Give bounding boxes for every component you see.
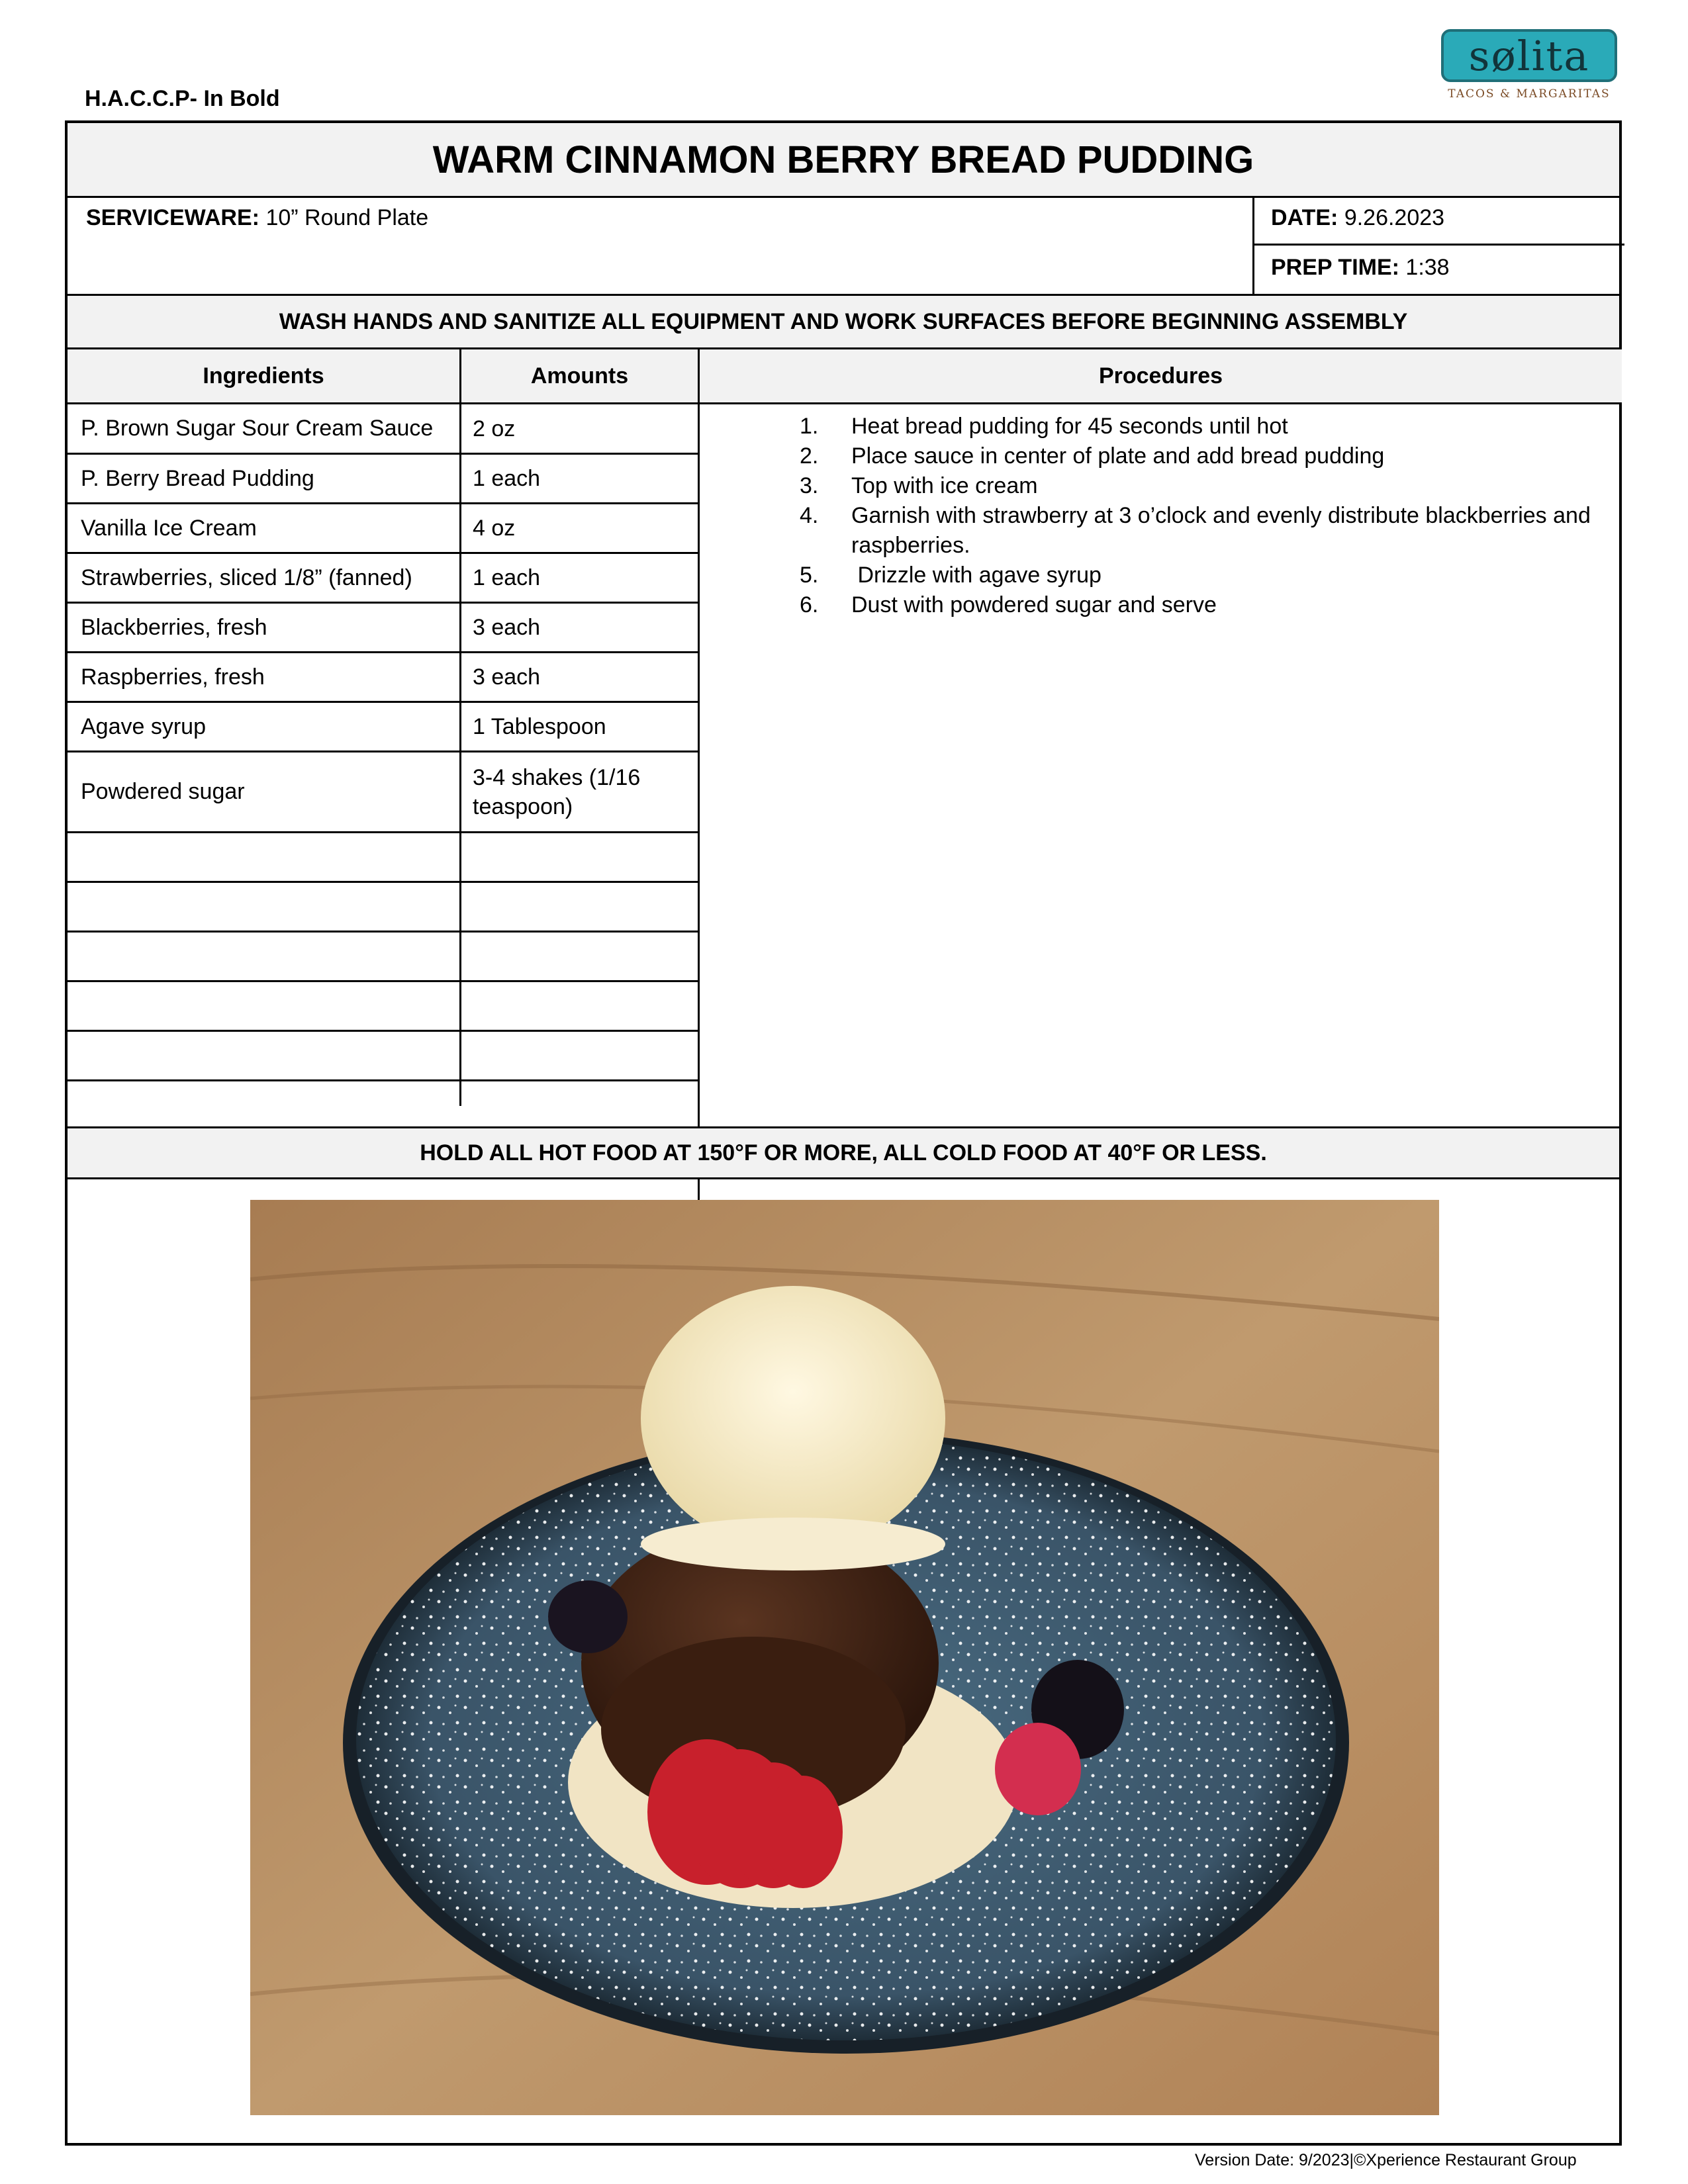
empty-row [68,883,698,933]
ingredient-amount: 1 each [473,565,541,590]
step-text: Top with ice cream [851,473,1038,498]
date-value: 9.26.2023 [1344,205,1445,230]
procedures-list [800,412,1607,620]
table-row [68,752,698,833]
table-row [68,653,698,703]
logo-tagline: TACOS & MARGARITAS [1448,87,1611,101]
step-number: 6. [800,592,819,617]
table-row [68,703,698,752]
empty-row [68,933,698,982]
step-text: Place sauce in center of plate and add bread pudding [851,443,1385,469]
ingredient-amount: 3 each [473,615,541,640]
prep-time [1271,255,1450,281]
ingredient-name: Agave syrup [81,713,206,739]
amounts-header: Amounts [461,349,698,402]
step-number: 2. [800,443,819,469]
step-text: Drizzle with agave syrup [851,563,1102,588]
table-row [68,554,698,604]
step-text: Heat bread pudding for 45 seconds until hot [851,414,1288,439]
prep-time-label: PREP TIME: [1271,255,1399,280]
procedure-step [800,412,1607,441]
wash-notice: WASH HANDS AND SANITIZE ALL EQUIPMENT AND WORK SURFACES BEFORE BEGINNING ASSEMBLY [68,296,1619,347]
empty-row [68,833,698,883]
table-row [68,504,698,554]
hold-notice: HOLD ALL HOT FOOD AT 150°F OR MORE, ALL COLD FOOD AT 40°F OR LESS. [68,1128,1619,1177]
dish-photo [250,1200,1439,2115]
step-text: Dust with powdered sugar and serve [851,592,1217,617]
ingredient-amount: 2 oz [473,416,516,441]
ingredient-name: Strawberries, sliced 1/8” (fanned) [81,565,412,590]
dessert-plate-illustration [250,1200,1439,2115]
ingredient-name: Blackberries, fresh [81,614,267,640]
ingredient-amount: 4 oz [473,516,516,541]
prep-time-value: 1:38 [1405,255,1450,280]
ingredient-name: Raspberries, fresh [81,664,265,690]
empty-row [68,1032,698,1081]
ingredient-amount: 1 each [473,466,541,491]
brand-logo [1436,29,1622,115]
serviceware [86,205,428,231]
date [1271,205,1444,231]
step-number: 4. [800,503,819,528]
procedure-step [800,590,1607,620]
procedure-step [800,471,1607,501]
recipe-card [65,120,1622,2146]
serviceware-value: 10” Round Plate [265,205,429,230]
table-row [68,604,698,653]
procedure-step [800,441,1607,471]
version-footer: Version Date: 9/2023|©Xperience Restaurant Group [1195,2151,1577,2169]
ingredient-amount: 3 each [473,664,541,690]
ingredients-header: Ingredients [68,349,459,402]
logo-wordmark: sølita [1441,29,1617,82]
date-label: DATE: [1271,205,1338,230]
ingredient-name: Powdered sugar [81,779,245,804]
ingredient-amount: 3-4 shakes (1/16 teaspoon) [473,764,641,819]
empty-row [68,982,698,1032]
serviceware-label: SERVICEWARE: [86,205,259,230]
recipe-title: WARM CINNAMON BERRY BREAD PUDDING [68,123,1619,196]
ingredient-amount: 1 Tablespoon [473,714,606,739]
step-number: 5. [800,563,819,588]
procedures-header: Procedures [700,349,1622,402]
haccp-note: H.A.C.C.P- In Bold [85,86,280,111]
step-number: 3. [800,473,819,498]
table-row [68,404,698,455]
procedure-step [800,501,1607,561]
step-number: 1. [800,414,819,439]
procedure-step [800,561,1607,590]
table-row [68,455,698,504]
ingredient-name: P. Berry Bread Pudding [81,465,314,491]
ingredient-name: P. Brown Sugar Sour Cream Sauce [81,416,434,441]
ingredient-name: Vanilla Ice Cream [81,515,257,541]
step-text: Garnish with strawberry at 3 o’clock and evenly distribute blackberries and raspberries. [851,503,1591,558]
